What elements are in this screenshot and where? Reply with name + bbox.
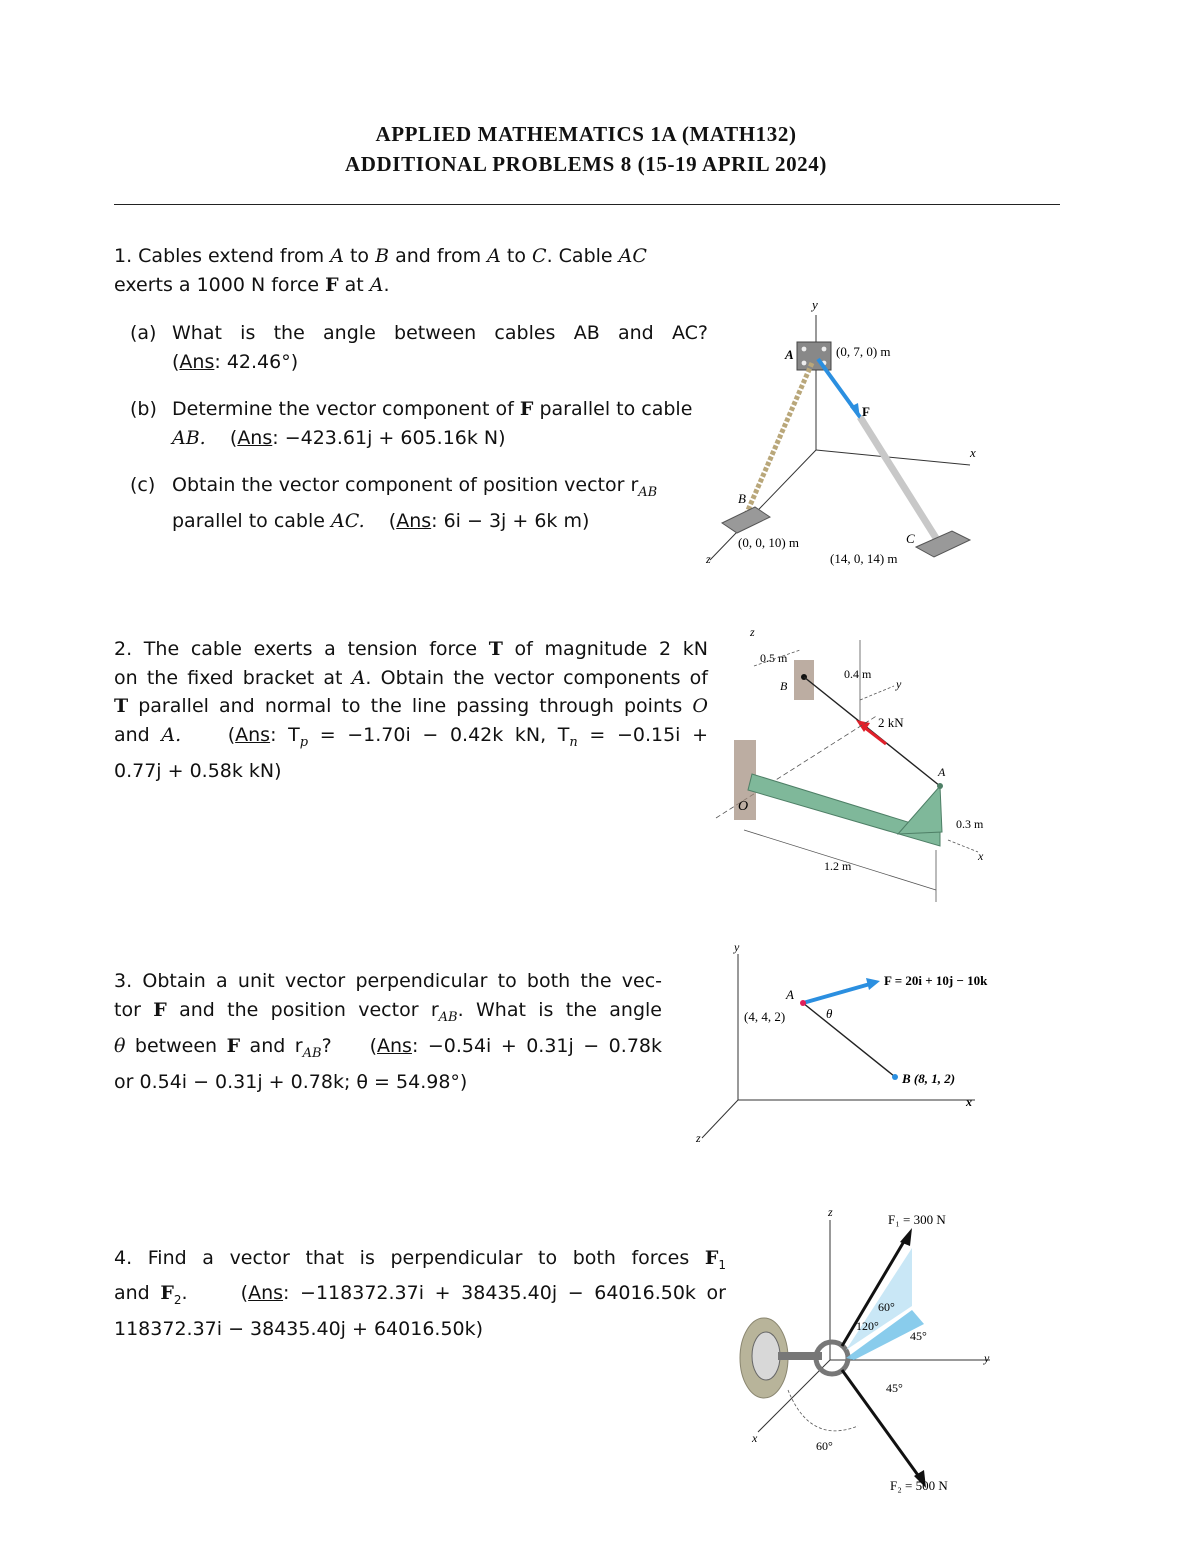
fig1-plate-A (797, 342, 831, 370)
fig2-point-A (937, 783, 943, 789)
fig4-flange (752, 1332, 780, 1380)
fig2-x-axis (948, 840, 978, 852)
header-divider (114, 204, 1060, 205)
problem-2-text: 2. The cable exerts a tension force T of magnitude 2 kN on the fixed bracket at A. Obtain the vector components of T parallel and normal to the line passing through points O and A. (Ans: $T_p = -1.70i - 0.42k$ kN, $T_n = -0.15i$ + 0.77j + 0.58k kN) (114, 638, 709, 782)
fig1-cable-AC (860, 417, 936, 538)
problem-1c-text: Obtain the vector component of position vector $r_{AB}$ parallel to cable AC. (Ans: 6i − 3j + 6k m) (172, 474, 658, 533)
fig4-angle-120: 120° (856, 1319, 879, 1333)
fig2-bracket-plate (898, 786, 942, 834)
fig4-y-label: y (984, 1351, 990, 1365)
fig2-dim-12: 1.2 m (824, 859, 852, 873)
header-title-line1: APPLIED MATHEMATICS 1A (MATH132) (375, 122, 797, 146)
fig3-label-B: B (8, 1, 2) (902, 1071, 956, 1086)
fig3-force-label: F = 20i + 10j − 10k (884, 973, 988, 988)
fig2-z-label: z (750, 625, 755, 639)
problem-1c-label: (c) (130, 474, 156, 496)
fig1-label-F: F (862, 404, 870, 419)
fig3-z-label: z (696, 1131, 701, 1145)
fig4-angle-45: 45° (910, 1329, 927, 1343)
fig1-point-A: (0, 7, 0) m (836, 344, 891, 359)
fig1-x-axis (816, 450, 970, 465)
fig1-bolt (802, 347, 807, 352)
problem-1-intro: 1. Cables extend from A to B and from A to C. Cable AC exerts a 1000 N force F at A. (114, 245, 647, 296)
fig2-x-label: x (978, 849, 984, 863)
fig1-z-label: z (706, 552, 711, 566)
fig4-z-label: z (828, 1205, 833, 1219)
fig2-bracket-rod (748, 774, 940, 846)
fig4-angle-45b: 45° (886, 1381, 903, 1395)
header-title-line2: ADDITIONAL PROBLEMS 8 (15-19 APRIL 2024) (345, 152, 827, 176)
fig2-dim-04: 0.4 m (844, 667, 872, 681)
fig1-y-label: y (812, 297, 818, 312)
fig3-force-arrow (803, 984, 870, 1003)
fig2-label-A: A (938, 765, 946, 779)
fig2-y-label: y (896, 677, 902, 691)
problem-3-text: 3. Obtain a unit vector perpendicular to both the vec- tor F and the position vector $r_{AB}$. What is the angle θ between F and $r_{AB}$? (Ans: −0.54i + 0.31j − 0.78k or 0.54i − 0.31j + 0.78k; θ = 54.98°) (114, 970, 662, 1094)
fig3-y-label: y (734, 940, 740, 954)
fig1-x-label: x (970, 445, 976, 460)
figure-3-vectors (690, 940, 1030, 1150)
figure-4-forces (730, 1200, 1010, 1500)
fig3-z-axis (702, 1100, 738, 1138)
fig2-y-axis (860, 686, 894, 700)
fig3-label-A: A (786, 987, 794, 1002)
fig3-coord-A: (4, 4, 2) (744, 1009, 786, 1024)
fig4-label-F2: F₂ = 500 N (890, 1478, 948, 1493)
fig4-force-F2-arrow (842, 1370, 920, 1478)
figure-1-cables (700, 295, 990, 575)
fig2-label-O: O (738, 799, 749, 814)
fig3-point-A (800, 1000, 806, 1006)
fig4-angle-60b: 60° (816, 1439, 833, 1453)
fig3-x-label: x (966, 1095, 972, 1109)
problem-1b-label: (b) (130, 398, 157, 420)
fig4-arc (788, 1390, 858, 1431)
fig3-position-line (803, 1003, 894, 1076)
fig1-cable-AB (745, 363, 812, 517)
fig1-plate-B (722, 507, 770, 533)
problem-4-text: 4. Find a vector that is perpendicular to both forces $F_1$ and $F_2$. (Ans: −118372.37i + 38435.40j − 64016.50k or 118372.37i − 38435.40j + 64016.50k) (114, 1247, 726, 1340)
fig1-plate-C (916, 531, 970, 557)
fig3-force-head (866, 978, 880, 990)
fig4-angle-60: 60° (878, 1300, 895, 1314)
fig3-point-B (892, 1074, 898, 1080)
figure-2-bracket (708, 620, 998, 910)
fig4-label-F1: F₁ = 300 N (888, 1212, 946, 1227)
fig2-force-label: 2 kN (878, 715, 904, 730)
fig1-bolt (802, 361, 807, 366)
fig1-label-C: C (906, 531, 915, 546)
fig1-bolt (822, 347, 827, 352)
fig1-point-B: (0, 0, 10) m (738, 535, 800, 550)
fig1-label-B: B (738, 491, 746, 506)
fig2-label-B: B (780, 679, 788, 693)
fig2-dim-05: 0.5 m (760, 651, 788, 665)
problem-1a-text: What is the angle between cables AB and AC? (Ans: 42.46°) (172, 322, 708, 373)
fig2-dim-03: 0.3 m (956, 817, 984, 831)
fig3-theta: θ (826, 1006, 833, 1021)
problem-1b-text: Determine the vector component of F parallel to cable AB. (Ans: −423.61j + 605.16k N) (172, 398, 693, 449)
fig1-point-C: (14, 0, 14) m (830, 551, 898, 566)
fig1-label-A: A (785, 347, 794, 362)
problem-1a-label: (a) (130, 322, 157, 344)
fig4-x-label: x (752, 1431, 758, 1445)
